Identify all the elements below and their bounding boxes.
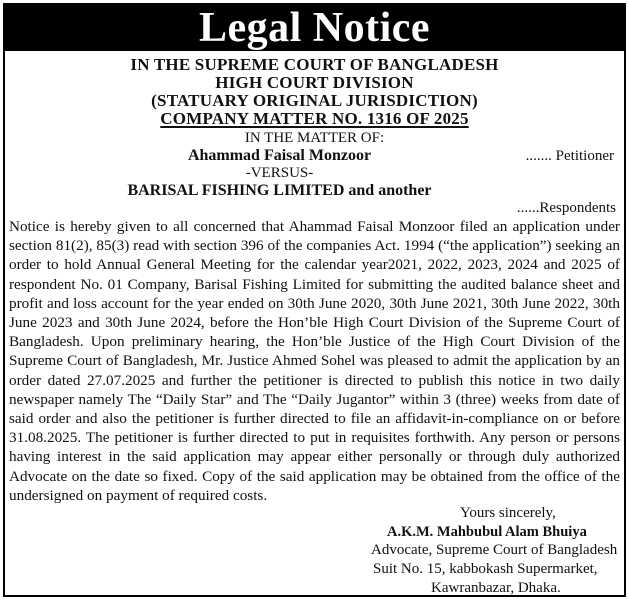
- respondent-role: ......Respondents: [516, 200, 616, 216]
- respondents-row: [5, 200, 624, 219]
- petitioner-name: Ahammad Faisal Monzoor: [187, 147, 372, 164]
- versus-label: -VERSUS-: [245, 165, 314, 181]
- court-line-1: IN THE SUPREME COURT OF BANGLADESH: [130, 55, 499, 74]
- signer-name: A.K.M. Mahbubul Alam Bhuiya: [387, 524, 587, 541]
- court-line-2: HIGH COURT DIVISION: [215, 73, 414, 92]
- notice-body: Notice is hereby given to all concerned that Ahammad Faisal Monzoor filed an application under section 81(2), 85(3) read with section 396 of the companies Act. 1994 (“the application”) seeking an order to hold Annual General Meeting for the calendar year2021, 2022, 2023, 2024 and 2025 of respondent No. 01 Company, Barisal Fishing Limited for submitting the audited balance sheet and profit and loss account for the year ended on 30th June 2020, 30th June 2021, 30th June 2022, 30th June 2023 and 30th June 2024, before the Hon’ble High Court Division of the Supreme Court of Bangladesh. Upon preliminary hearing, the Hon’ble Justice of the High Court Division of the Supreme Court of Bangladesh, Mr. Justice Ahmed Sohel was pleased to admit the application by an order dated 27.07.2025 and further the petitioner is directed to publish this notice in two daily newspaper namely The “Daily Star” and The “Daily Jugantor” within 3 (three) weeks from date of said order and also the petitioner is further directed to file an affidavit-in-compliance on or before 31.08.2025. The petitioner is further directed to put in requisites forthwith. Any person or persons having interest in the said application may appear either personally or through duly authorized Advocate on the date so fixed. Copy of the said application may be obtained from the office of the undersigned on payment of required costs.: [9, 218, 620, 504]
- address-line-1: Suit No. 15, kabbokash Supermarket,: [373, 561, 598, 578]
- court-line-3: (STATUARY ORIGINAL JURISDICTION): [151, 91, 478, 110]
- signature-block: [5, 505, 624, 613]
- company-matter-number: COMPANY MATTER NO. 1316 OF 2025: [160, 109, 469, 128]
- signer-title: Advocate, Supreme Court of Bangladesh: [371, 542, 618, 559]
- address-line-2: Kawranbazar, Dhaka.: [431, 580, 561, 597]
- in-the-matter-label: IN THE MATTER OF:: [244, 130, 385, 146]
- respondent-name-row: [5, 182, 624, 200]
- notice-banner: [5, 5, 624, 51]
- banner-title: Legal Notice: [198, 5, 431, 51]
- court-heading: [5, 56, 624, 128]
- petitioner-role: ....... Petitioner: [525, 148, 614, 164]
- legal-notice: [3, 3, 626, 597]
- petitioner-row: [5, 147, 624, 165]
- respondent-name: BARISAL FISHING LIMITED and another: [127, 182, 432, 199]
- closing-line: Yours sincerely,: [460, 505, 556, 522]
